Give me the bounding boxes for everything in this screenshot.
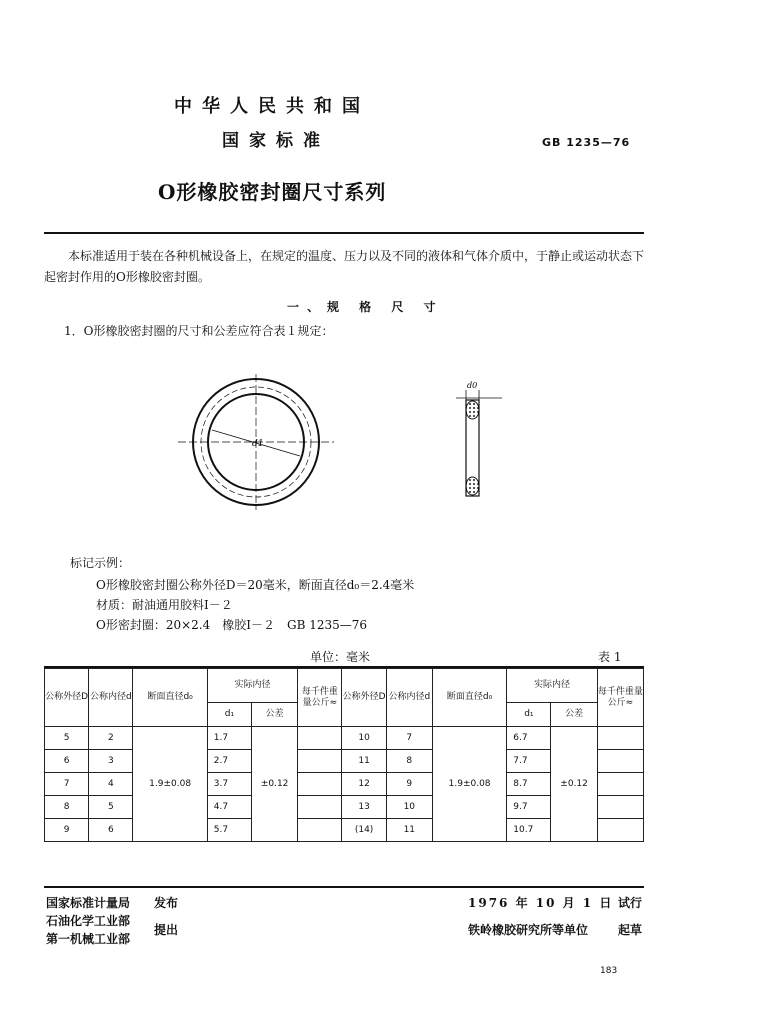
cell-inner: 4 bbox=[89, 773, 133, 796]
cell-inner: 8 bbox=[386, 750, 432, 773]
marking-line-2: 材质：耐油通用胶料Ⅰ－２ bbox=[96, 598, 233, 612]
cell-d1: 10.7 bbox=[507, 819, 551, 842]
cell-weight bbox=[597, 819, 643, 842]
cell-tol-right: ±0.12 bbox=[551, 727, 597, 842]
col-header-section-right: 断面直径d₀ bbox=[432, 669, 506, 727]
table-number: 表 1 bbox=[598, 650, 622, 664]
cell-weight bbox=[298, 750, 342, 773]
marking-line-1: O形橡胶密封圈公称外径D＝20毫米，断面直径d₀＝2.4毫米 bbox=[96, 578, 415, 592]
table-unit: 单位：毫米 bbox=[310, 650, 371, 664]
col-header-weight-right: 每千件重量公斤≈ bbox=[597, 669, 643, 727]
col-header-actual-right: 实际内径 bbox=[507, 669, 597, 703]
cell-outer: 11 bbox=[342, 750, 386, 773]
cell-d1: 3.7 bbox=[207, 773, 251, 796]
standard-type: 国家标准 bbox=[222, 131, 330, 151]
propose-action: 提出 bbox=[154, 923, 179, 937]
cell-weight bbox=[298, 773, 342, 796]
table-row bbox=[45, 727, 644, 750]
cell-inner: 7 bbox=[386, 727, 432, 750]
cell-d1: 7.7 bbox=[507, 750, 551, 773]
col-header-outer-left: 公称外径D bbox=[45, 669, 89, 727]
cell-section-right: 1.9±0.08 bbox=[432, 727, 506, 842]
cell-weight bbox=[597, 773, 643, 796]
country-name: 中华人民共和国 bbox=[174, 96, 370, 117]
cell-outer: 5 bbox=[45, 727, 89, 750]
cell-outer: 13 bbox=[342, 796, 386, 819]
cell-inner: 3 bbox=[89, 750, 133, 773]
cell-outer: 12 bbox=[342, 773, 386, 796]
col-header-actual-left: 实际内径 bbox=[207, 669, 297, 703]
cell-inner: 9 bbox=[386, 773, 432, 796]
cell-outer: 6 bbox=[45, 750, 89, 773]
col-header-section-left: 断面直径d₀ bbox=[133, 669, 207, 727]
cell-outer: 9 bbox=[45, 819, 89, 842]
cell-d1: 6.7 bbox=[507, 727, 551, 750]
col-header-d1-right: d₁ bbox=[507, 703, 551, 727]
cell-inner: 5 bbox=[89, 796, 133, 819]
trial-date: 1976 年 10 月 1 日 bbox=[468, 896, 614, 910]
issue-action: 发布 bbox=[154, 896, 179, 910]
marking-example-label: 标记示例： bbox=[70, 556, 131, 570]
title-divider bbox=[44, 232, 644, 234]
intro-paragraph: 本标准适用于装在各种机械设备上，在规定的温度、压力以及不同的液体和气体介质中，于静止或运动状态下起密封作用的O形橡胶密封圈。 bbox=[44, 249, 645, 284]
cell-weight bbox=[298, 819, 342, 842]
cell-outer: 7 bbox=[45, 773, 89, 796]
proposer-2: 第一机械工业部 bbox=[46, 932, 131, 946]
cell-d1: 4.7 bbox=[207, 796, 251, 819]
document-title: O形橡胶密封圈尺寸系列 bbox=[158, 180, 387, 204]
dimension-table bbox=[44, 668, 644, 842]
page-number: 183 bbox=[600, 966, 618, 976]
marking-line-3: O形密封圈：20×2.4 橡胶Ⅰ－２ GB 1235—76 bbox=[96, 618, 368, 632]
cell-weight bbox=[298, 727, 342, 750]
issuer: 国家标准计量局 bbox=[46, 896, 131, 910]
cell-outer: 8 bbox=[45, 796, 89, 819]
cell-tol-left: ±0.12 bbox=[252, 727, 298, 842]
proposer-1: 石油化学工业部 bbox=[46, 914, 131, 928]
col-header-d1-left: d₁ bbox=[207, 703, 251, 727]
col-header-inner-left: 公称内径d bbox=[89, 669, 133, 727]
footer-rule bbox=[44, 886, 644, 888]
col-header-outer-right: 公称外径D bbox=[342, 669, 386, 727]
col-header-weight-left: 每千件重量公斤≈ bbox=[298, 669, 342, 727]
date-action: 试行 bbox=[618, 896, 643, 910]
standard-code: GB 1235—76 bbox=[542, 136, 631, 149]
ring-side-view bbox=[456, 381, 502, 496]
cell-weight bbox=[597, 750, 643, 773]
draft-action: 起草 bbox=[618, 923, 643, 937]
cell-inner: 2 bbox=[89, 727, 133, 750]
cell-inner: 10 bbox=[386, 796, 432, 819]
cell-d1: 5.7 bbox=[207, 819, 251, 842]
oring-figures bbox=[40, 370, 520, 520]
col-header-tol-left: 公差 bbox=[252, 703, 298, 727]
cell-inner: 11 bbox=[386, 819, 432, 842]
cell-d1: 1.7 bbox=[207, 727, 251, 750]
cell-weight bbox=[597, 796, 643, 819]
col-header-tol-right: 公差 bbox=[551, 703, 597, 727]
cell-inner: 6 bbox=[89, 819, 133, 842]
ring-diameter-label: d1 bbox=[252, 439, 264, 449]
col-header-inner-right: 公称内径d bbox=[386, 669, 432, 727]
cell-outer: 10 bbox=[342, 727, 386, 750]
cell-outer: (14) bbox=[342, 819, 386, 842]
cell-weight bbox=[298, 796, 342, 819]
section-heading: 一、规 格 尺 寸 bbox=[287, 300, 444, 314]
cell-d1: 9.7 bbox=[507, 796, 551, 819]
drafter: 铁岭橡胶研究所等单位 bbox=[468, 923, 589, 937]
section-diameter-label: d0 bbox=[467, 381, 478, 390]
cell-section-left: 1.9±0.08 bbox=[133, 727, 207, 842]
ring-front-view bbox=[178, 374, 334, 510]
cell-d1: 2.7 bbox=[207, 750, 251, 773]
clause-1: 1．O形橡胶密封圈的尺寸和公差应符合表１规定： bbox=[64, 324, 334, 338]
cell-d1: 8.7 bbox=[507, 773, 551, 796]
cell-weight bbox=[597, 727, 643, 750]
